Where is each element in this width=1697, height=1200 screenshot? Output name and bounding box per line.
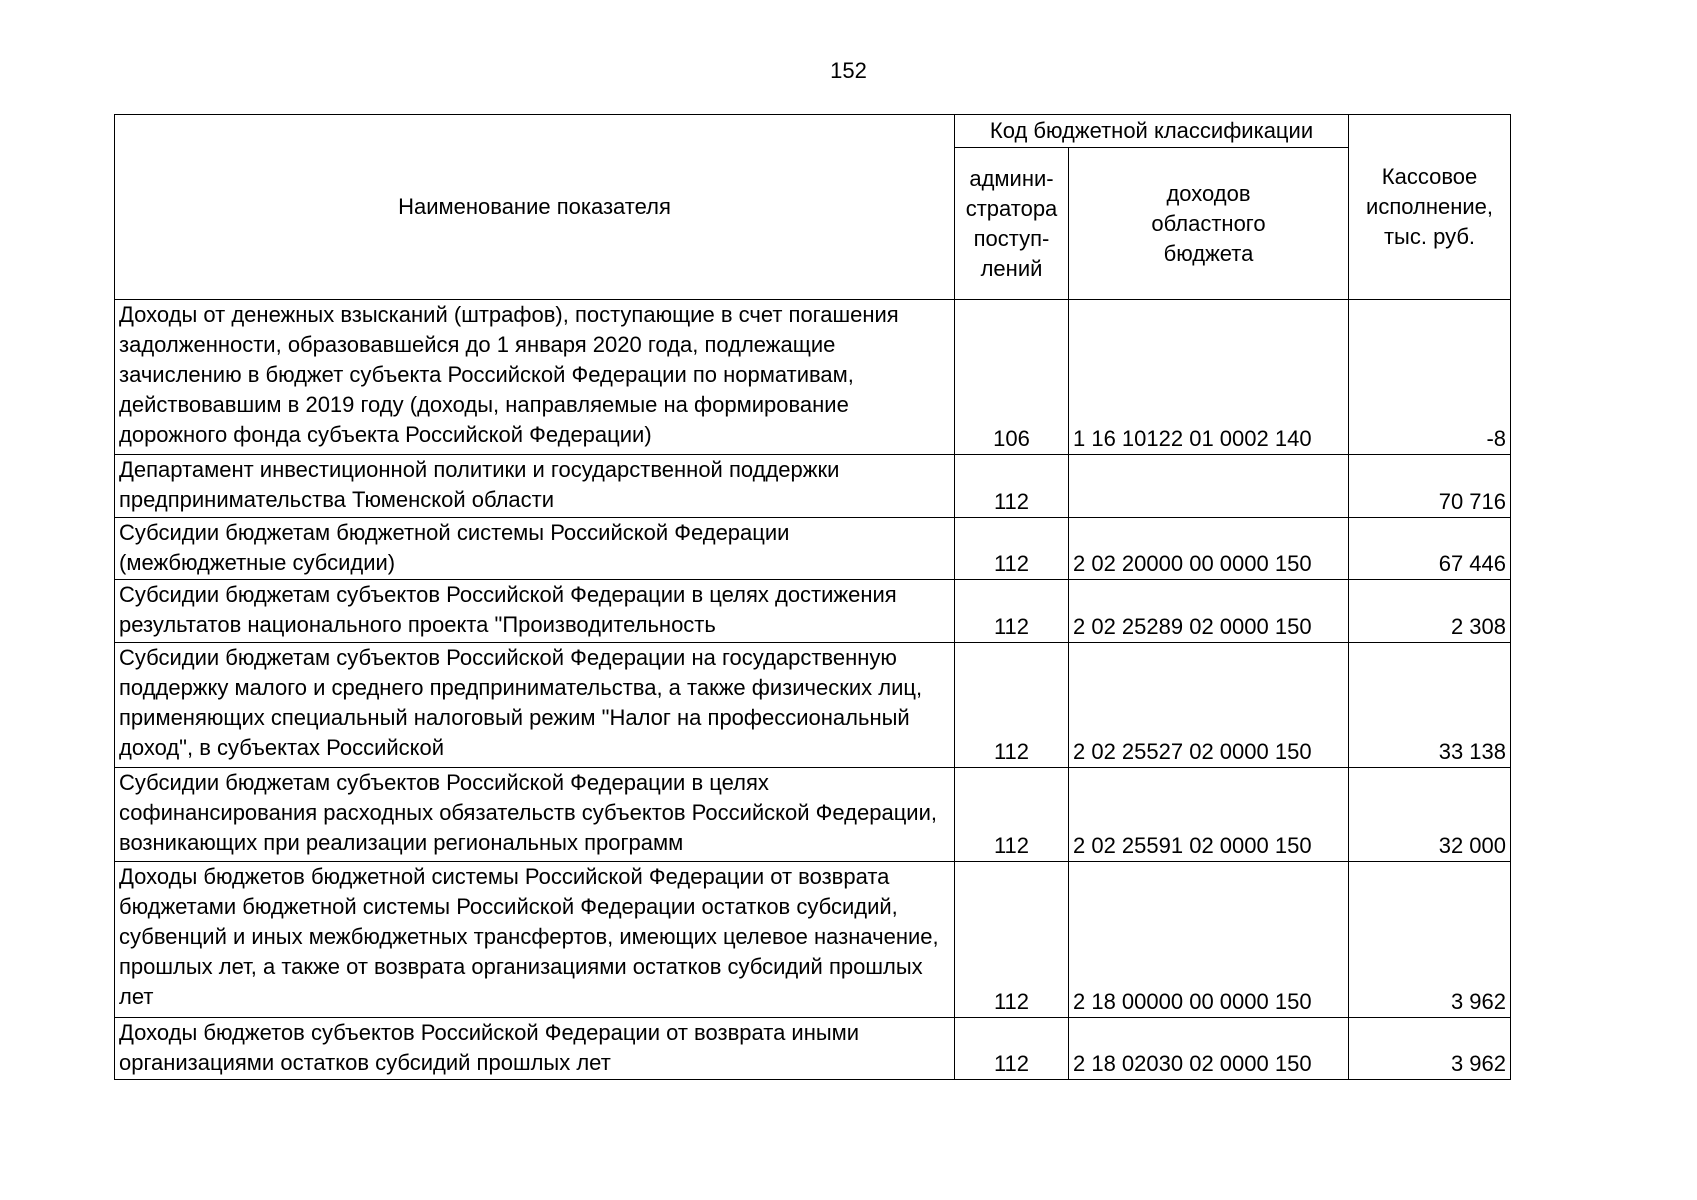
row-revenue-code: 2 02 25289 02 0000 150: [1069, 580, 1349, 643]
header-amount: Кассовое исполнение, тыс. руб.: [1349, 115, 1511, 300]
row-amount: 33 138: [1349, 643, 1511, 768]
table-row: [115, 580, 1511, 643]
row-admin-code: 112: [955, 518, 1069, 580]
page-number: 152: [830, 58, 867, 83]
row-admin-code: 112: [955, 643, 1069, 768]
table-row: [115, 862, 1511, 1018]
row-amount: 32 000: [1349, 768, 1511, 862]
row-admin-code: 106: [955, 300, 1069, 455]
row-admin-code: 112: [955, 862, 1069, 1018]
table-row: [115, 300, 1511, 455]
row-admin-code: 112: [955, 455, 1069, 518]
header-revenue-code: доходов областного бюджета: [1069, 148, 1349, 300]
row-amount: 3 962: [1349, 1018, 1511, 1080]
header-administrator: админи- стратора поступ- лений: [955, 148, 1069, 300]
row-revenue-code: 2 02 25527 02 0000 150: [1069, 643, 1349, 768]
budget-revenue-table: [114, 114, 1511, 1080]
row-amount: 70 716: [1349, 455, 1511, 518]
row-name: Департамент инвестиционной политики и государственной поддержки предпринимательства Тюменской области: [115, 455, 955, 518]
row-admin-code: 112: [955, 768, 1069, 862]
row-name: Субсидии бюджетам субъектов Российской Федерации в целях достижения результатов национального проекта "Производительность: [115, 580, 955, 643]
table-row: [115, 1018, 1511, 1080]
row-revenue-code: 2 18 02030 02 0000 150: [1069, 1018, 1349, 1080]
row-admin-code: 112: [955, 1018, 1069, 1080]
row-amount: 67 446: [1349, 518, 1511, 580]
row-name: Субсидии бюджетам субъектов Российской Федерации в целях софинансирования расходных обязательств субъектов Российской Федерации, возникающих при реализации региональных программ: [115, 768, 955, 862]
table-body: [115, 300, 1511, 1080]
row-name: Доходы от денежных взысканий (штрафов), поступающие в счет погашения задолженности, образовавшейся до 1 января 2020 года, подлежащие зачислению в бюджет субъекта Российской Федерации по нормативам, действовавшим в 2019 году (доходы, направляемые на формирование дорожного фонда субъекта Российской Федерации): [115, 300, 955, 455]
row-name: Субсидии бюджетам субъектов Российской Федерации на государственную поддержку малого и среднего предпринимательства, а также физических лиц, применяющих специальный налоговый режим "Налог на профессиональный доход", в субъектах Российской: [115, 643, 955, 768]
table-row: [115, 768, 1511, 862]
row-revenue-code: 2 18 00000 00 0000 150: [1069, 862, 1349, 1018]
row-revenue-code: 1 16 10122 01 0002 140: [1069, 300, 1349, 455]
table-row: [115, 455, 1511, 518]
row-revenue-code: 2 02 25591 02 0000 150: [1069, 768, 1349, 862]
row-name: Доходы бюджетов субъектов Российской Федерации от возврата иными организациями остатков субсидий прошлых лет: [115, 1018, 955, 1080]
row-revenue-code: [1069, 455, 1349, 518]
row-name: Доходы бюджетов бюджетной системы Российской Федерации от возврата бюджетами бюджетной системы Российской Федерации остатков субсидий, субвенций и иных межбюджетных трансфертов, имеющих целевое назначение, прошлых лет, а также от возврата организациями остатков субсидий прошлых лет: [115, 862, 955, 1018]
header-name: Наименование показателя: [115, 115, 955, 300]
row-amount: -8: [1349, 300, 1511, 455]
row-name: Субсидии бюджетам бюджетной системы Российской Федерации (межбюджетные субсидии): [115, 518, 955, 580]
header-classification-group: Код бюджетной классификации: [955, 115, 1349, 148]
table-row: [115, 643, 1511, 768]
row-admin-code: 112: [955, 580, 1069, 643]
row-amount: 2 308: [1349, 580, 1511, 643]
row-amount: 3 962: [1349, 862, 1511, 1018]
table-row: [115, 518, 1511, 580]
row-revenue-code: 2 02 20000 00 0000 150: [1069, 518, 1349, 580]
